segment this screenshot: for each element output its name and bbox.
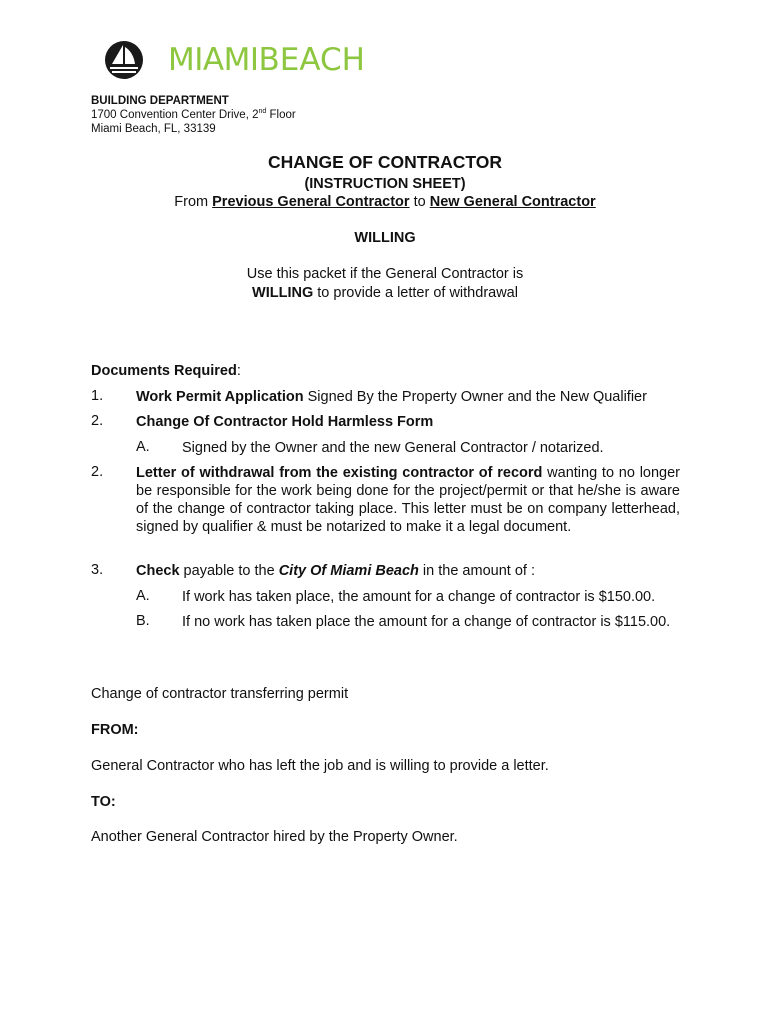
address-line-1-text: 1700 Convention Center Drive, 2	[91, 109, 259, 121]
item-number: 2.	[91, 413, 104, 429]
from-text: General Contractor who has left the job and is willing to provide a letter.	[91, 758, 549, 774]
sub-item-text: If no work has taken place the amount for a change of contractor is $115.00.	[182, 614, 671, 630]
from-label: FROM:	[91, 722, 139, 738]
miami-beach-sailboat-logo-icon	[104, 40, 144, 80]
logo-wordmark	[168, 41, 365, 79]
page-title: CHANGE OF CONTRACTOR	[268, 152, 502, 172]
intro-willing-bold: WILLING	[252, 285, 314, 301]
address-line-2: Miami Beach, FL, 33139	[91, 123, 216, 135]
intro-line-1: Use this packet if the General Contractor is	[246, 266, 524, 282]
intro-line-2-rest: to provide a letter of withdrawal	[313, 285, 518, 301]
item-number: 2.	[91, 464, 104, 480]
item-bold-title: Check	[136, 563, 180, 579]
item-text: Signed By the Property Owner and the New Qualifier	[303, 389, 647, 405]
page-subtitle: (INSTRUCTION SHEET)	[304, 176, 466, 192]
documents-heading-text: Documents Required	[91, 363, 237, 379]
intro-line-2	[0, 284, 770, 303]
department-name: BUILDING DEPARTMENT	[91, 95, 229, 107]
intro-text	[0, 265, 770, 303]
documents-heading-colon: :	[236, 363, 241, 379]
sub-item-text: If work has taken place, the amount for a change of contractor is $150.00.	[182, 589, 656, 605]
list-item-work-permit	[136, 388, 680, 406]
department-address	[91, 94, 296, 136]
item-text: wanting to no longer be responsible for the work being done for the project/permit or that he/she is aware of the change of contractor taking place. This letter must be on company letterhead, signed by qualifier & must be notarized to make it a legal document.	[136, 465, 680, 535]
address-superscript: nd	[258, 108, 267, 116]
miami-beach-logo	[104, 40, 365, 80]
list-item-check	[136, 562, 680, 580]
new-contractor-label: New General Contractor	[429, 194, 596, 210]
to-label: TO:	[91, 794, 116, 810]
willing-heading: WILLING	[354, 230, 416, 246]
item-number: 3.	[91, 562, 104, 578]
address-line-1	[91, 108, 296, 122]
logo-text-beach: BEACH	[258, 42, 365, 78]
item-bold-title: Work Permit Application	[136, 389, 304, 405]
to-word: to	[409, 194, 430, 210]
sub-item-letter: A.	[136, 439, 150, 455]
city-name: City Of Miami Beach	[278, 563, 419, 579]
from-word: From	[174, 194, 213, 210]
previous-contractor-label: Previous General Contractor	[212, 194, 410, 210]
list-item-hold-harmless	[136, 413, 680, 431]
item-text-end: in the amount of :	[418, 563, 535, 579]
to-text: Another General Contractor hired by the Property Owner.	[91, 829, 458, 845]
item-number: 1.	[91, 388, 104, 404]
address-floor: Floor	[266, 109, 296, 121]
transfer-intro: Change of contractor transferring permit	[91, 686, 349, 702]
item-bold-title: Change Of Contractor Hold Harmless Form	[136, 414, 434, 430]
logo-text-miami: MIAMI	[168, 42, 259, 78]
sub-item-letter: A.	[136, 588, 150, 604]
item-bold-title: Letter of withdrawal from the existing contractor of record	[136, 465, 543, 481]
from-to-line	[0, 194, 770, 210]
sub-item-text: Signed by the Owner and the new General Contractor / notarized.	[182, 440, 604, 456]
list-item-letter-of-withdrawal	[136, 464, 680, 536]
documents-required-heading	[91, 362, 241, 380]
item-text: payable to the	[179, 563, 279, 579]
sub-item-letter: B.	[136, 613, 150, 629]
